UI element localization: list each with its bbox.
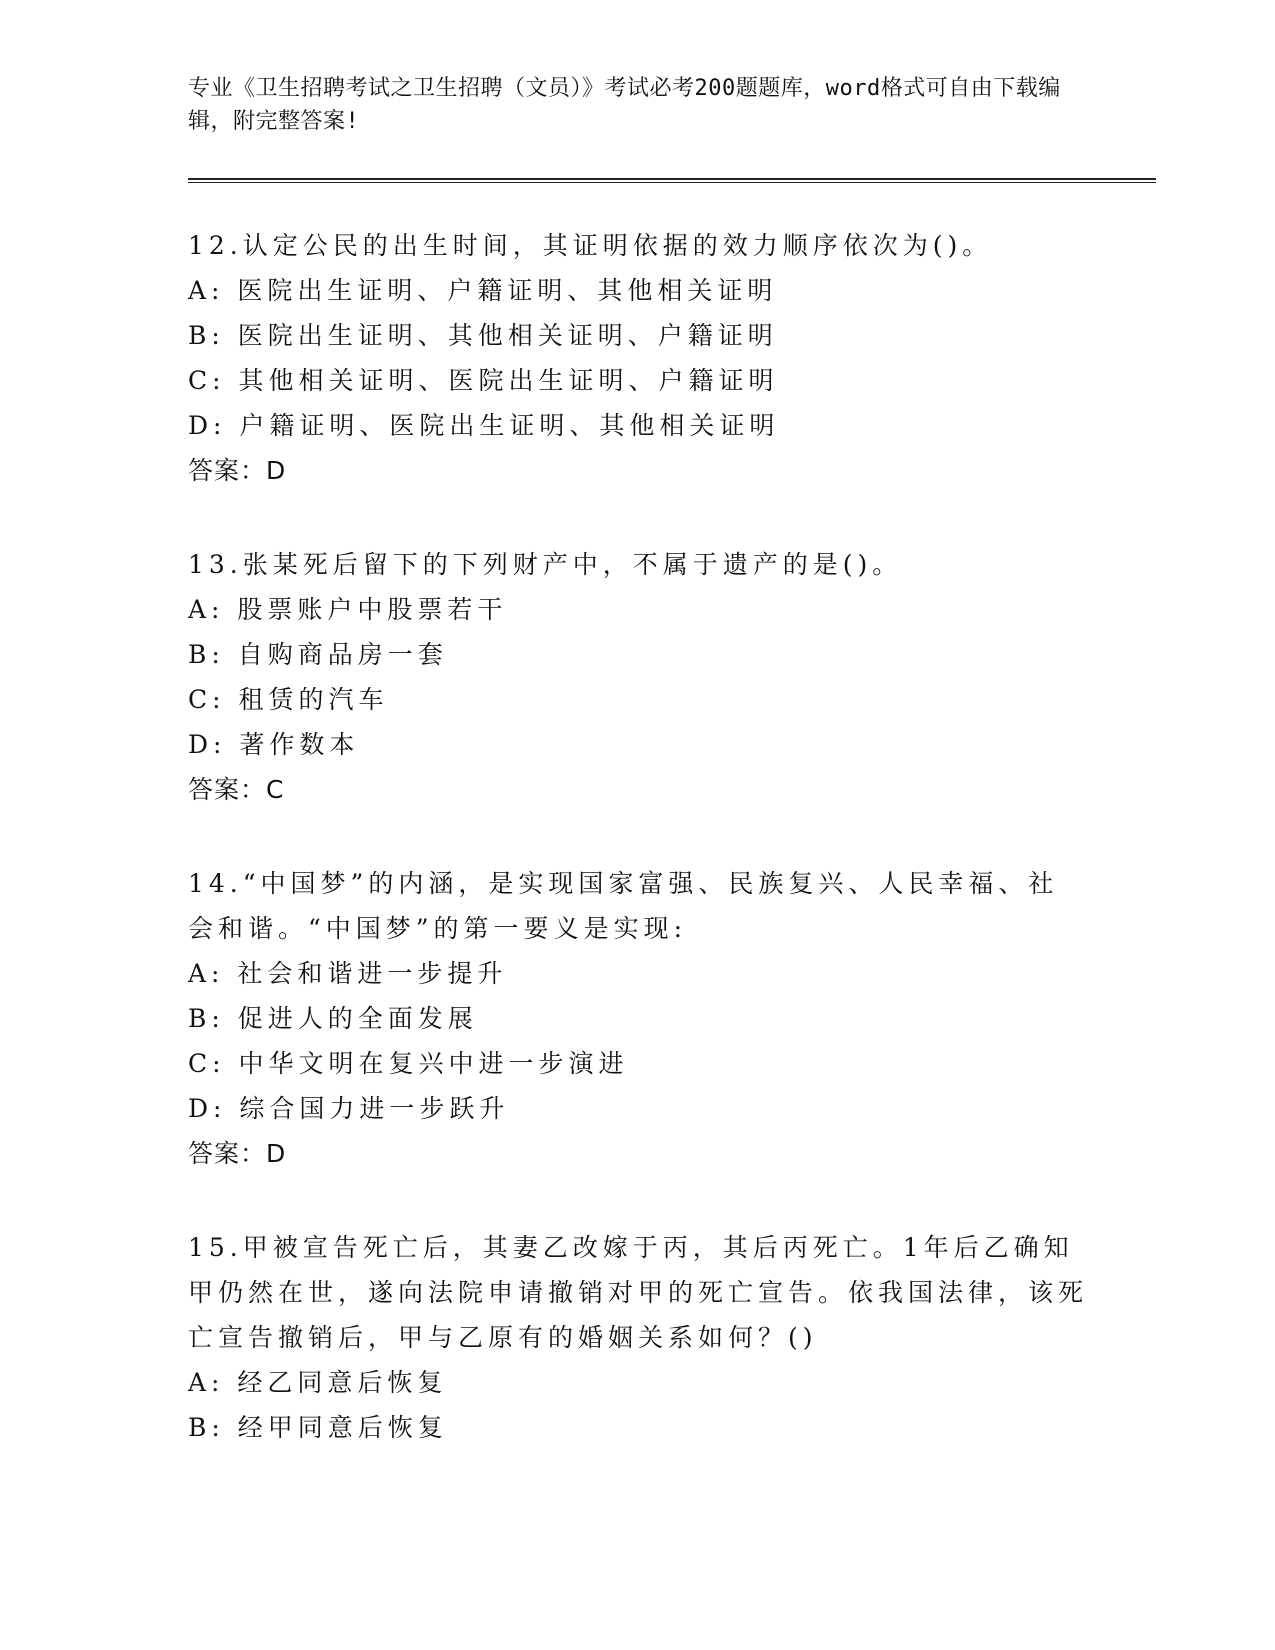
option-d: D: 户籍证明、医院出生证明、其他相关证明 (188, 411, 780, 440)
answer-line: 答案：D (188, 456, 287, 485)
option-c: C: 中华文明在复兴中进一步演进 (188, 1049, 629, 1078)
question-text: 15.甲被宣告死亡后，其妻乙改嫁于丙，其后丙死亡。1年后乙确知甲仍然在世，遂向法院申请撤销对甲的死亡宣告。依我国法律，该死亡宣告撤销后，甲与乙原有的婚姻关系如何？() (188, 1233, 1089, 1352)
option-a: A: 医院出生证明、户籍证明、其他相关证明 (188, 276, 778, 305)
option-a: A: 股票账户中股票若干 (188, 595, 508, 624)
header-divider-thick (188, 178, 1156, 180)
answer-line: 答案：D (188, 1139, 287, 1168)
question-15 (188, 1225, 1088, 1450)
option-a: A: 社会和谐进一步提升 (188, 959, 508, 988)
option-d: D: 著作数本 (188, 730, 360, 759)
option-b: B: 医院出生证明、其他相关证明、户籍证明 (188, 321, 778, 350)
question-14 (188, 861, 1088, 1176)
question-text: 12.认定公民的出生时间，其证明依据的效力顺序依次为()。 (188, 231, 993, 260)
option-c: C: 其他相关证明、医院出生证明、户籍证明 (188, 366, 779, 395)
document-header (188, 72, 1068, 138)
option-b: B: 自购商品房一套 (188, 640, 448, 669)
header-description: 专业《卫生招聘考试之卫生招聘（文员）》考试必考200题题库，word格式可自由下载编辑，附完整答案! (188, 76, 1061, 134)
question-text: 13.张某死后留下的下列财产中，不属于遗产的是()。 (188, 550, 903, 579)
option-d: D: 综合国力进一步跃升 (188, 1094, 510, 1123)
answer-line: 答案：C (188, 775, 285, 804)
question-12 (188, 223, 1088, 493)
option-a: A: 经乙同意后恢复 (188, 1368, 448, 1397)
question-text: 14.“中国梦”的内涵，是实现国家富强、民族复兴、人民幸福、社会和谐。“中国梦”的第一要义是实现: (188, 869, 1059, 943)
header-divider-thin (188, 182, 1156, 183)
option-b: B: 经甲同意后恢复 (188, 1413, 448, 1442)
option-b: B: 促进人的全面发展 (188, 1004, 478, 1033)
option-c: C: 租赁的汽车 (188, 685, 389, 714)
question-13 (188, 542, 1088, 812)
